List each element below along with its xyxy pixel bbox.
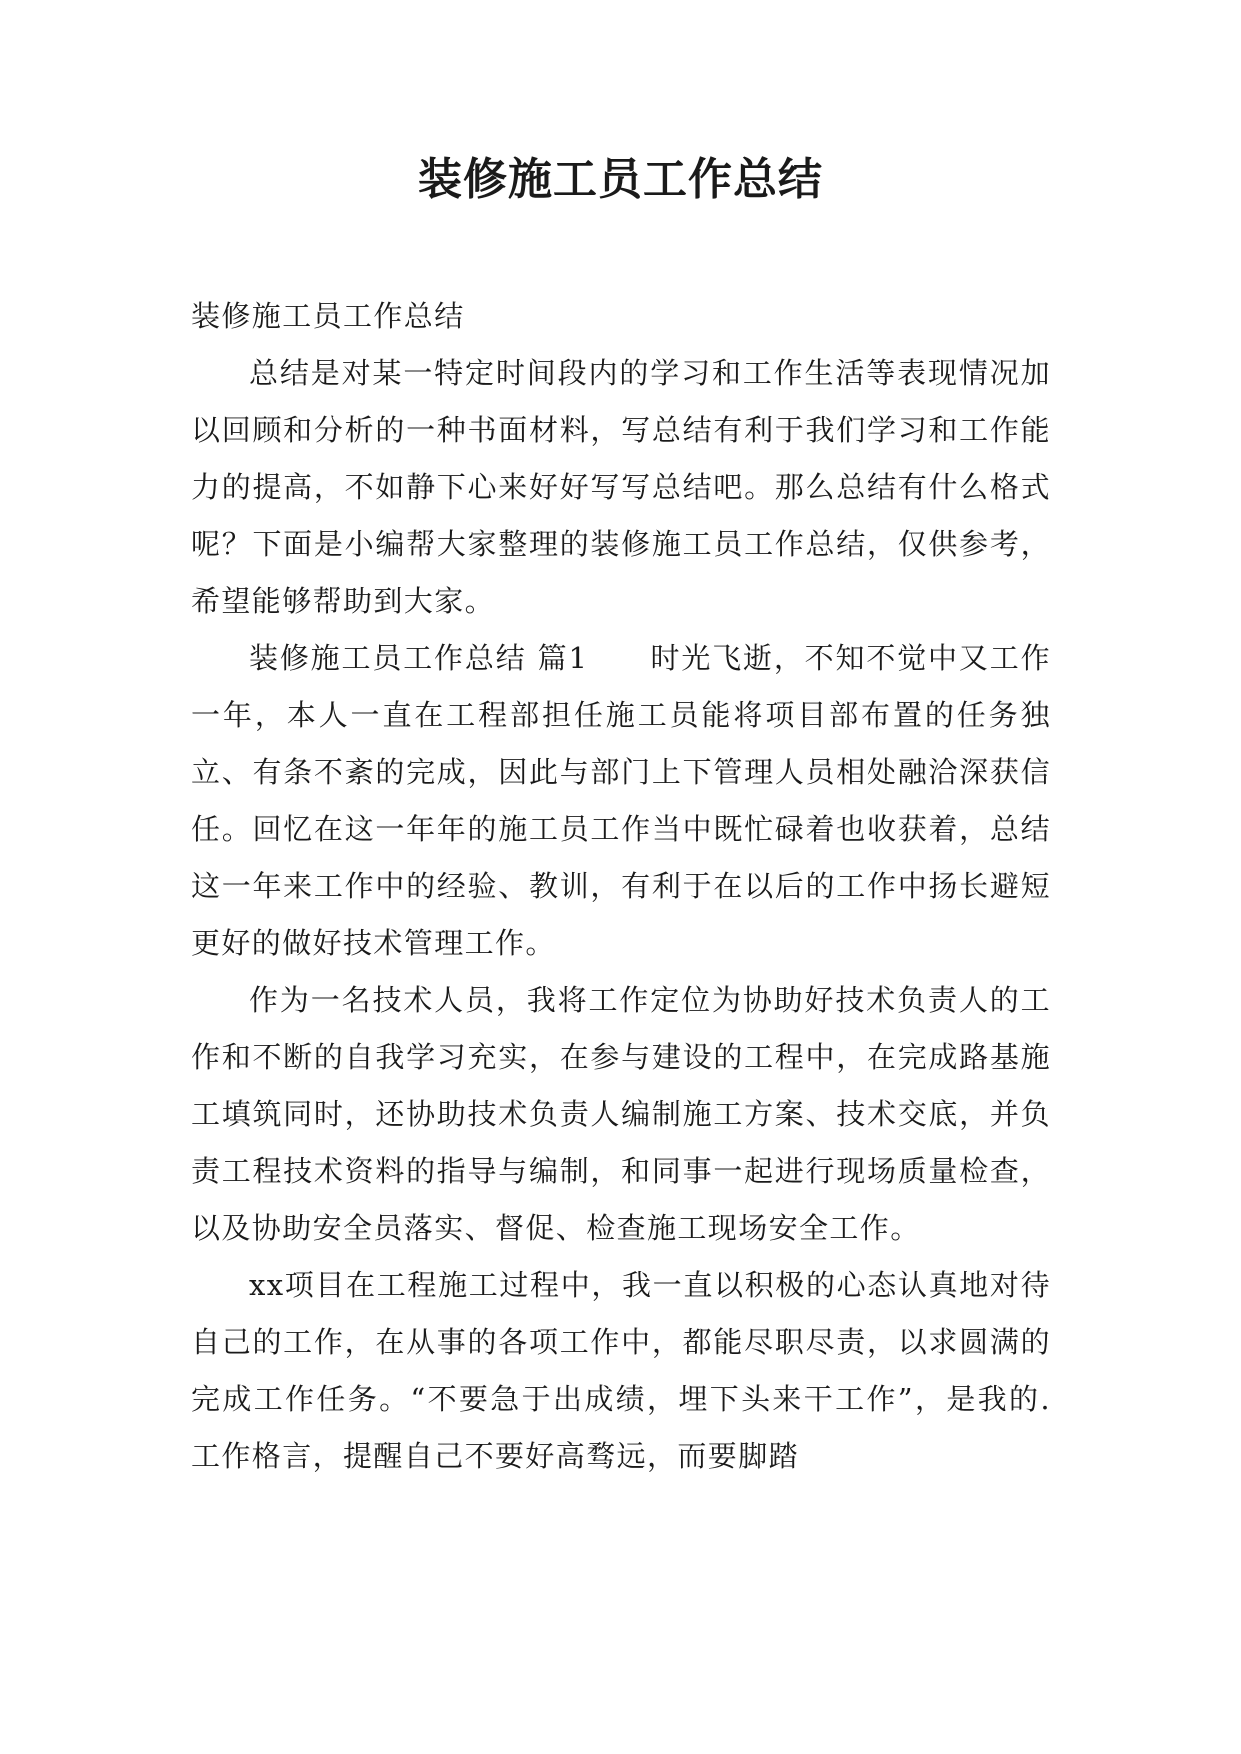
document-subtitle: 装修施工员工作总结 xyxy=(191,299,465,333)
paragraph-part-1: 装修施工员工作总结 篇1 时光飞逝，不知不觉中又工作一年，本人一直在工程部担任施工员能将项目部布置的任务独立、有条不紊的完成，因此与部门上下管理人员相处融洽深获信任。回忆在这一年年的施工员工作当中既忙碌着也收获着，总结这一年来工作中的经验、教训，有利于在以后的工作中扬长避短更好的做好技术管理工作。 xyxy=(191,641,1051,960)
paragraph-project-xx: xx项目在工程施工过程中，我一直以积极的心态认真地对待自己的工作，在从事的各项工作中，都能尽职尽责，以求圆满的完成工作任务。“不要急于出成绩，埋下头来干工作”，是我的.工作格言，提醒自己不要好高骛远，而要脚踏 xyxy=(191,1268,1051,1473)
paragraph-intro: 总结是对某一特定时间段内的学习和工作生活等表现情况加以回顾和分析的一种书面材料，写总结有利于我们学习和工作能力的提高，不如静下心来好好写写总结吧。那么总结有什么格式呢？下面是小编帮大家整理的装修施工员工作总结，仅供参考，希望能够帮助到大家。 xyxy=(191,356,1051,618)
document-title: 装修施工员工作总结 xyxy=(418,154,823,205)
document-body xyxy=(191,288,1051,1485)
paragraph-technical-role: 作为一名技术人员，我将工作定位为协助好技术负责人的工作和不断的自我学习充实，在参与建设的工程中，在完成路基施工填筑同时，还协助技术负责人编制施工方案、技术交底，并负责工程技术资料的指导与编制，和同事一起进行现场质量检查，以及协助安全员落实、督促、检查施工现场安全工作。 xyxy=(191,983,1051,1245)
